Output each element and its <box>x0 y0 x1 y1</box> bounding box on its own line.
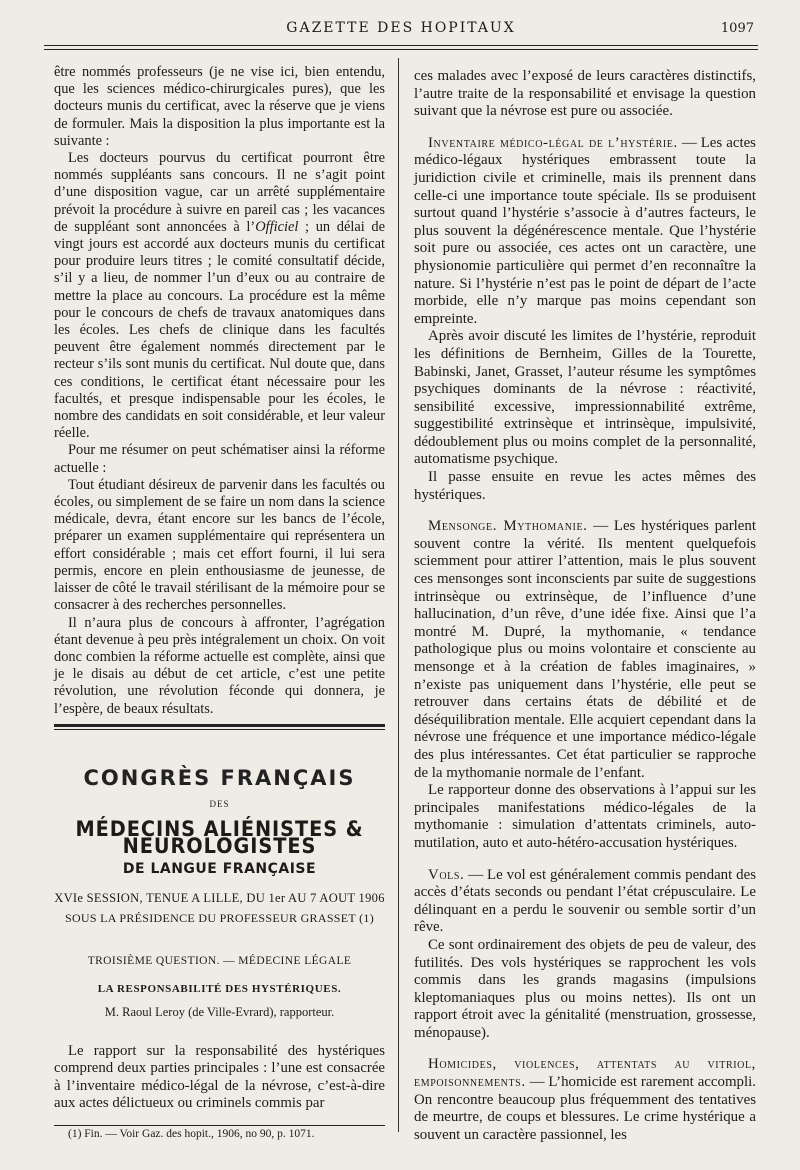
section-rule-thin <box>54 729 385 730</box>
left-column <box>54 64 385 1144</box>
congress-language: DE LANGUE FRANÇAISE <box>122 860 317 877</box>
paragraph: Pour me résumer on peut schématiser ainsi la réforme actuelle : <box>54 442 385 476</box>
paragraph: ces malades avec l’exposé de leurs caractères distinctifs, l’autre traite de la responsabilité et envisage la question suivant que la névrose est pure ou associée. <box>414 68 756 120</box>
paragraph: être nommés professeurs (je ne vise ici, bien entendu, que les sciences médico-chirurgicales pures), que les docteurs munis du certificat, avec la réserve que je viens de formuler. Mais la disposition la plus importante est la suivante : <box>54 64 385 149</box>
paragraph-text: — Les hystériques parlent souvent contre la vérité. Ils mentent quelquefois sciemment pour attirer l’attention, mais le plus souvent ces mensonges sont inconscients par suite de suggestions intrinsèque ou extrinsèque, de l’influence d’une hallucination, d’un rêve, d’une idée fixe. Ainsi que l’a montré M. Dupré, la mythomanie, « tendance pathologique plus ou moins volontaire et consciente au mensonge et à la création de fables imaginaires, » n’existe pas uniquement dans l’hystérie, elle peut se retrouver dans certains états de débilité et de déséquilibration mentale. Elle acquiert cependant dans la névrose une fréquence et une importance médico-légale des plus intéressantes. Cet état particulier se rapproche de la mythomanie normale de l’enfant. <box>414 518 756 781</box>
running-title: GAZETTE DES HOPITAUX <box>286 20 516 36</box>
reporter-line: M. Raoul Leroy (de Ville-Evrard), rapporteur. <box>104 1004 335 1019</box>
paragraph: Ce sont ordinairement des objets de peu de valeur, des futilités. Des vols hystériques se rapprochent les vols commis dans les grands magasins (impulsions kleptomaniaques plus ou moins nettes). Ils ont un rapport étroit avec la génitalité (menstruation, grossesse, ménopause). <box>414 936 756 1041</box>
paragraph: Il n’aura plus de concours à affronter, l’agrégation étant devenue à peu près intégralement un choix. On voit donc combien la réforme actuelle est complète, ainsi que je le disais au début de cet article, c’est une petite révolution, une révolution féconde qui donnera, je l’espère, de beaux résultats. <box>54 614 385 717</box>
paragraph: Il passe ensuite en revue les actes mêmes des hystériques. <box>414 469 756 503</box>
section-heading: Homicides, violences, attentats au vitriol, empoisonnements. <box>414 1056 756 1091</box>
emphasis: Officiel <box>255 218 299 235</box>
paragraph <box>54 150 385 442</box>
paragraph: Le rapporteur donne des observations à l’appui sur les principales manifestations médico-légales de la mythomanie : simulation d’attentats criminels, auto-mutilation, auto et auto-hétéro-accusation hystériques. <box>414 782 756 851</box>
question-heading: TROISIÈME QUESTION. — MÉDECINE LÉGALE <box>87 955 352 968</box>
column-divider <box>398 58 399 1132</box>
header-rule <box>44 45 758 46</box>
paragraph: Après avoir discuté les limites de l’hystérie, reproduit les définitions de Bernheim, Gilles de la Tourette, Babinski, Janet, Grasset, l’auteur résume les symptômes psychiques dominants de la névrose : réactivité, sensibilité excessive, impressionnabilité extrême, suggestibilité extrinsèque et intrinsèque, impulsivité, dédoublement plus ou moins complet de la personnalité, automatisme psychique. <box>414 328 756 468</box>
section-heading: Inventaire médico-légal de l’hystérie. <box>428 134 678 151</box>
congress-title: CONGRÈS FRANÇAIS <box>83 765 356 790</box>
section-paragraph <box>414 135 756 329</box>
paragraph: Tout étudiant désireux de parvenir dans les facultés ou écoles, ou simplement de se faire un nom dans la science médicale, devra, étant encore sur les bancs de l’école, préparer un examen supplémentaire qui représentera un effort considérable ; mais cet effort fourni, il lui sera permis, encore en plein enthousiasme de jeunesse, de laisser de côté le travail stérilisant de la mémoire pour se consacrer à des recherches personnelles. <box>54 476 385 614</box>
paragraph-text: Les docteurs pourvus du certificat pourront être nommés suppléants sans concours. Il ne s’agit point d’une disposition vague, car un arrêté supplémentaire prévoit la procédure à suivre en pareil cas ; les vacances de suppléant sont annoncées à l’ <box>54 150 385 235</box>
paragraph-text: — L’homicide est rarement accompli. On rencontre beaucoup plus fréquemment des tentatives de meurtre, de coups et blessures. Le crime hystérique a souvent un caractère passionnel, les <box>414 1074 756 1143</box>
paragraph: Le rapport sur la responsabilité des hystériques comprend deux parties principales : l’une est consacrée à l’inventaire médico-légal de la névrose, c’est-à-dire aux actes délictueux ou criminels commis par <box>54 1042 385 1111</box>
congress-des: DES <box>209 798 230 809</box>
footnote: (1) Fin. — Voir Gaz. des hopit., 1906, no 90, p. 1071. <box>68 1128 315 1141</box>
paragraph-text: — Le vol est généralement commis pendant des accès d’états seconds ou pendant l’état crépusculaire. Le délinquant en a perdu le souvenir ou semble sortir d’un rêve. <box>414 866 756 936</box>
running-head <box>40 20 762 42</box>
right-column <box>414 68 756 1144</box>
section-paragraph <box>414 1056 756 1144</box>
page-number: 1097 <box>720 21 754 36</box>
session-line: XVIe SESSION, TENUE A LILLE, DU 1er AU 7 AOUT 1906 <box>54 890 385 905</box>
section-paragraph <box>414 867 756 937</box>
congress-heading: MÉDECINS ALIÉNISTES & NEUROLOGISTES <box>75 817 364 859</box>
section-heading: Mensonge. Mythomanie. <box>428 518 588 535</box>
subject-heading: LA RESPONSABILITÉ DES HYSTÉRIQUES. <box>97 983 342 996</box>
section-rule-thick <box>54 724 385 727</box>
section-paragraph <box>414 518 756 782</box>
header-rule-double <box>44 49 758 50</box>
paragraph-text: — Les actes médico-légaux hystériques embrassent toute la juridiction civile et criminelle, mais ils prennent dans celle-ci une importance toute spéciale. Ils se produisent surtout quand l’hystérie s’associe à d’autres facteurs, le plus souvent la dégénérescence mentale. Que l’hystérie soit pure ou associée, ces actes ont un caractère, une physionomie particulière qui permet d’en reconnaître la nature. Si l’hystérie n’est pas le point de départ de l’acte morbide, elle n’y marque pas moins cependant son empreinte. <box>414 134 756 327</box>
paragraph-text: ; un délai de vingt jours est accordé aux docteurs munis du certificat pour produire leurs titres ; le comité consultatif décide, s’il y a lieu, de nommer l’un d’eux ou au contraire de mettre la place au concours. La procédure est la même pour le concours de chefs de travaux anatomiques dans les écoles. Les chefs de clinique dans les facultés peuvent être également nommés directement par le recteur s’ils sont munis du certificat. Nul doute que, dans ces conditions, le certificat étant nécessaire pour les facultés, et presque indispensable pour les écoles, le nombre des candidats en soit considérable, et leur valeur réelle. <box>54 218 385 442</box>
section-heading: Vols. <box>428 866 465 883</box>
presidence-line: SOUS LA PRÉSIDENCE DU PROFESSEUR GRASSET (1) <box>64 910 375 925</box>
